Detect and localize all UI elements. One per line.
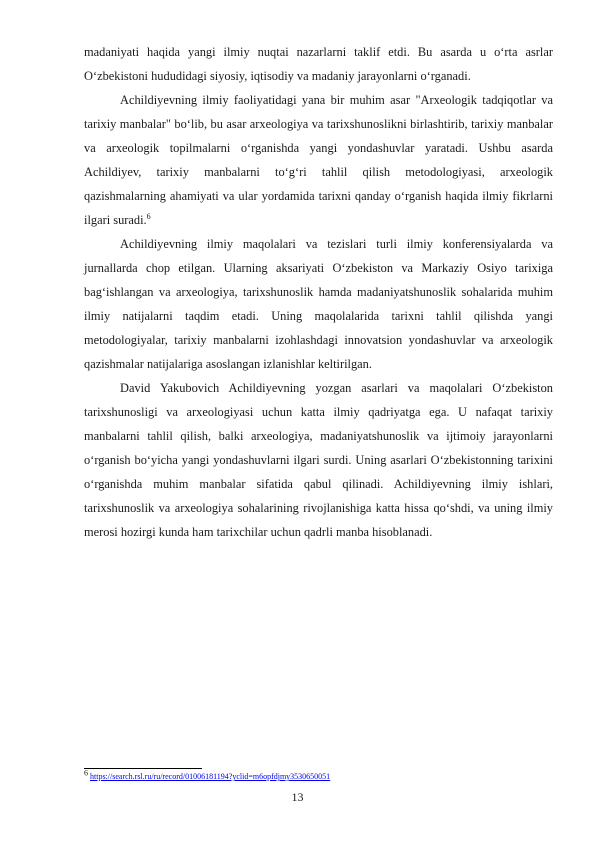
footnote-link[interactable]: https://search.rsl.ru/ru/record/01006181194?yclid=m6opfdjmy3530650051 [90, 772, 331, 781]
paragraph-continuation: madaniyati haqida yangi ilmiy nuqtai nazarlarni taklif etdi. Bu asarda u o‘rta asrlar O‘zbekistoni hududidagi siyosiy, iqtisodiy va madaniy jarayonlarni o‘rganadi. [84, 45, 553, 83]
footnote-separator [84, 768, 202, 769]
body-text [84, 40, 553, 544]
footnote-marker[interactable]: 6 [146, 211, 151, 221]
footnote-number: 6 [84, 768, 88, 778]
paragraph-articles: Achildiyevning ilmiy maqolalari va tezislari turli ilmiy konferensiyalarda va jurnallarda chop etilgan. Ularning aksariyati O‘zbekiston va Markaziy Osiyo tarixiga bag‘ishlangan va arxeologiya, tarixshunoslik hamda madaniyatshunoslik sohalarida muhim ilmiy natijalarni taqdim etadi. Uning maqolalarida tarixni tahlil qilishda yangi metodologiyalar, tarixiy manbalarni izohlashdagi innovatsion yondashuvlar va arxeologik qazishmalar natijalariga asoslangan izlanishlar keltirilgan. [84, 237, 553, 371]
paragraph-legacy: David Yakubovich Achildiyevning yozgan asarlari va maqolalari O‘zbekiston tarixshunosligi va arxeologiyasi uchun katta ilmiy qadriyatga ega. U nafaqat tarixiy manbalarni tahlil qilish, balki arxeologiya, madaniyatshunoslik va ijtimoiy jarayonlarni o‘rganish bo‘yicha yangi yondashuvlarni ilgari surdi. Uning asarlari O‘zbekistonning tarixini o‘rganishda muhim manbalar sifatida qabul qilinadi. Achildiyevning ilmiy ishlari, tarixshunoslik va arxeologiya sohalarining rivojlanishiga katta hissa qo‘shdi, va uning ilmiy merosi hozirgi kunda ham tarixchilar uchun qadrli manba hisoblanadi. [84, 381, 553, 539]
paragraph-text: Achildiyevning ilmiy faoliyatidagi yana bir muhim asar "Arxeologik tadqiqotlar va tarixiy manbalar" bo‘lib, bu asar arxeologiya va tarixshunoslikni birlashtirib, tarixiy manbalar va arxeologik topilmalarni o‘rganishda yangi yondashuvlar yaratadi. Ushbu asarda Achildiyev, tarixiy manbalarni to‘g‘ri tahlil qilish metodologiyasi, arxeologik qazishmalarning ahamiyati va ular yordamida tarixni qanday o‘rganish haqida ilmiy fikrlarni ilgari suradi. [84, 93, 553, 227]
footnote [84, 768, 553, 782]
paragraph-archaeological-works [84, 88, 553, 232]
page-number: 13 [291, 790, 304, 804]
